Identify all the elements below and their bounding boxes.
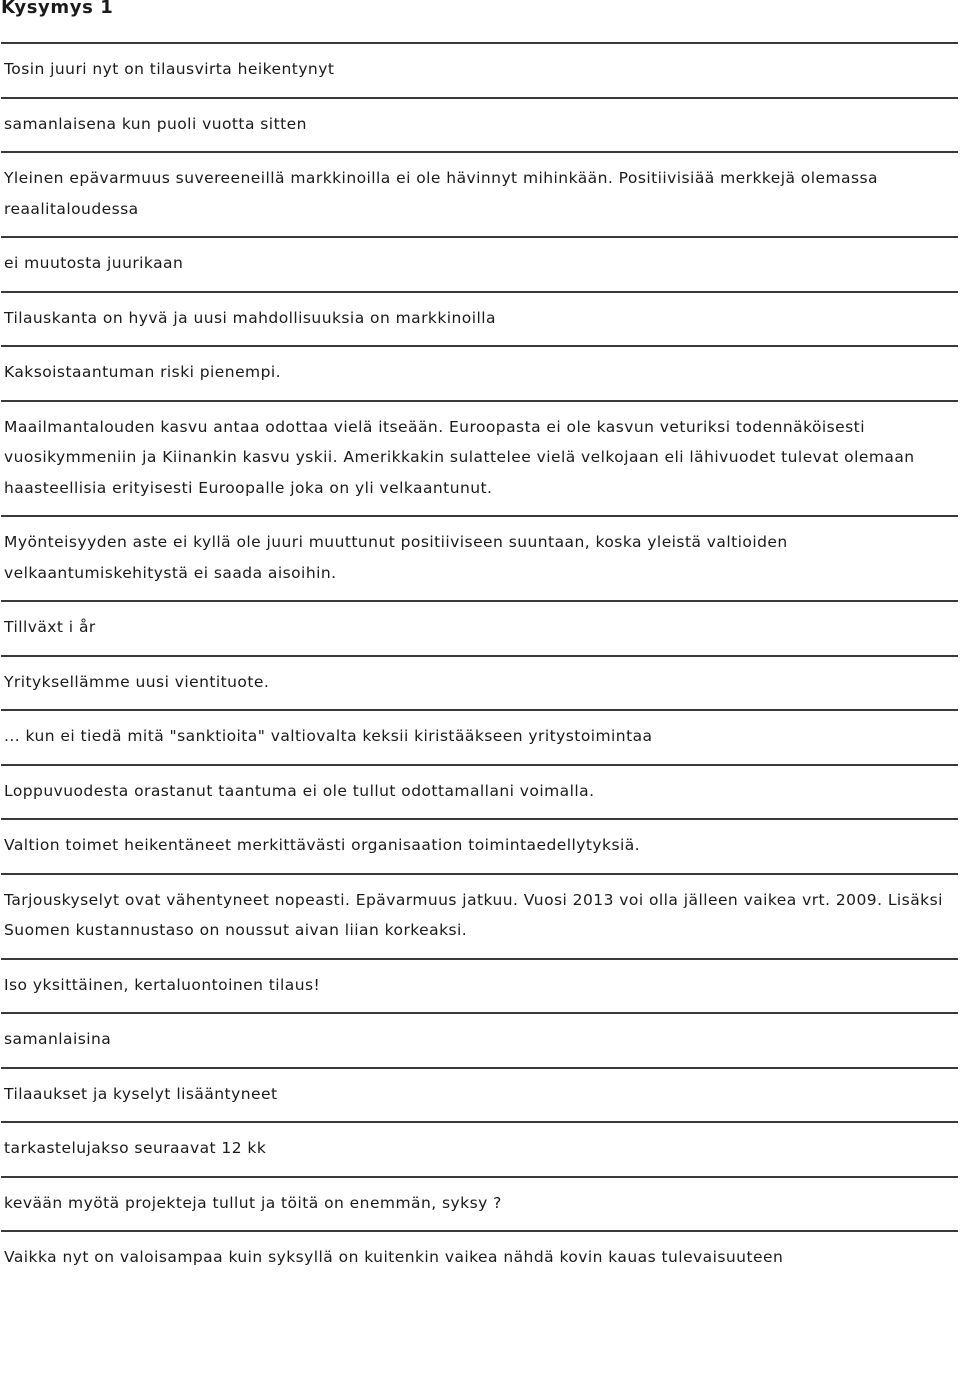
answer-item: kevään myötä projekteja tullut ja töitä on enemmän, syksy ? [1,1176,958,1231]
answer-item: Iso yksittäinen, kertaluontoinen tilaus! [1,958,958,1013]
answer-item: Myönteisyyden aste ei kyllä ole juuri muuttunut positiiviseen suuntaan, koska yleistä valtioiden velkaantumiskehitystä ei saada aisoihin. [1,515,958,600]
answer-item: Tarjouskyselyt ovat vähentyneet nopeasti. Epävarmuus jatkuu. Vuosi 2013 voi olla jälleen vaikea vrt. 2009. Lisäksi Suomen kustannustaso on noussut aivan liian korkeaksi. [1,873,958,958]
answer-item: Tilaaukset ja kyselyt lisääntyneet [1,1067,958,1122]
answer-item: Yleinen epävarmuus suvereeneillä markkinoilla ei ole hävinnyt mihinkään. Positiivisiää merkkejä olemassa reaalitaloudessa [1,151,958,236]
answer-item: ... kun ei tiedä mitä "sanktioita" valtiovalta keksii kiristääkseen yritystoimintaa [1,709,958,764]
answer-item: Yrityksellämme uusi vientituote. [1,655,958,710]
answer-item: tarkastelujakso seuraavat 12 kk [1,1121,958,1176]
answer-item: Valtion toimet heikentäneet merkittävästi organisaation toimintaedellytyksiä. [1,818,958,873]
answer-item: Vaikka nyt on valoisampaa kuin syksyllä on kuitenkin vaikea nähdä kovin kauas tulevaisuuteen [1,1230,958,1285]
answer-item: ei muutosta juurikaan [1,236,958,291]
answer-item: Tosin juuri nyt on tilausvirta heikentynyt [1,42,958,97]
answer-item: Tillväxt i år [1,600,958,655]
answer-item: Loppuvuodesta orastanut taantuma ei ole tullut odottamallani voimalla. [1,764,958,819]
answer-item: Maailmantalouden kasvu antaa odottaa vielä itseään. Euroopasta ei ole kasvun veturiksi todennäköisesti vuosikymmeniin ja Kiinankin kasvu yskii. Amerikkakin sulattelee vielä velkojaan eli lähivuodet tulevat olemaan haasteellisia erityisesti Euroopalle joka on yli velkaantunut. [1,400,958,516]
answer-item: Kaksoistaantuman riski pienempi. [1,345,958,400]
answer-item: Tilauskanta on hyvä ja uusi mahdollisuuksia on markkinoilla [1,291,958,346]
answer-item: samanlaisina [1,1012,958,1067]
answer-item: samanlaisena kun puoli vuotta sitten [1,97,958,152]
question-title: Kysymys 1 [1,0,114,18]
answer-list [0,42,960,1285]
